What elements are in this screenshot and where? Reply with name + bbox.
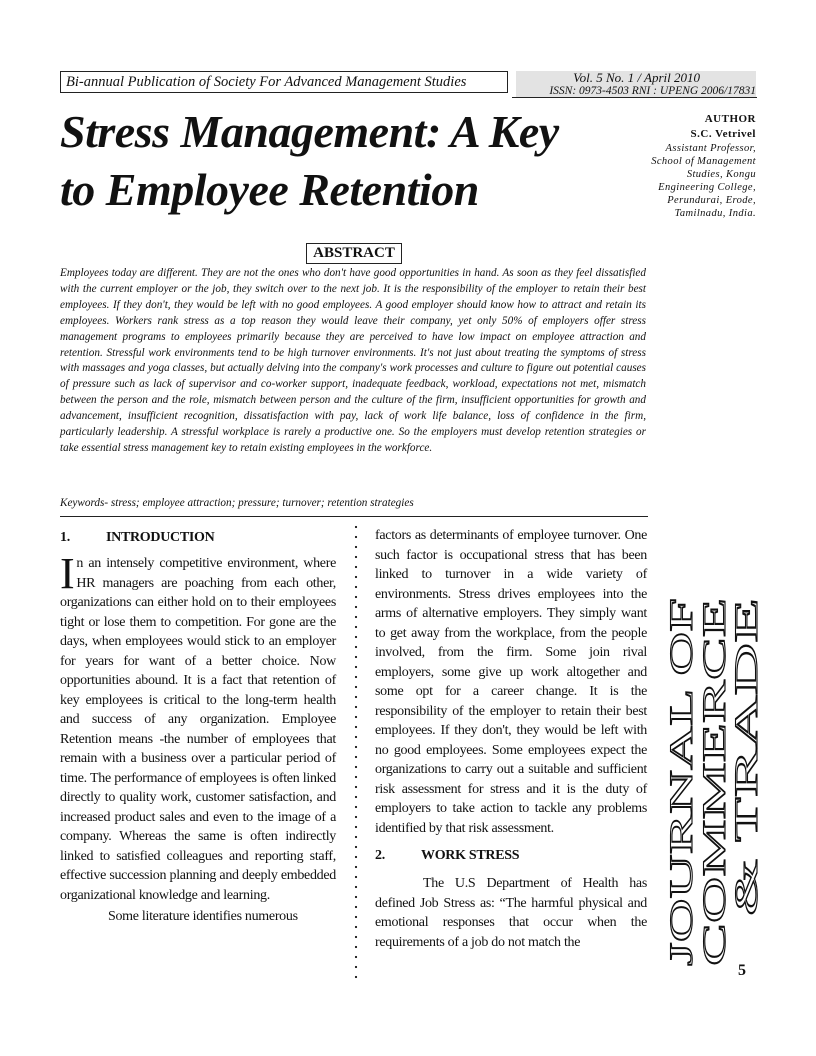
section-number: 1. (60, 530, 70, 545)
title-line-1: Stress Management: A Key (60, 106, 559, 157)
section-heading-introduction (60, 528, 336, 548)
journal-line-3: & TRADE (729, 772, 765, 916)
section-heading-work-stress (375, 846, 647, 866)
abstract-rule (60, 516, 648, 517)
issn-info: ISSN: 0973-4503 RNI : UPENG 2006/17831 (549, 85, 756, 97)
publication-banner (60, 71, 508, 93)
affiliation-line: Engineering College, (658, 182, 756, 193)
journal-line-2: COMMERCE (697, 777, 733, 966)
affiliation-line: Studies, Kongu (686, 169, 756, 180)
section-number: 2. (375, 848, 385, 863)
journal-logo (652, 586, 765, 966)
column-right (375, 526, 647, 952)
publication-text: Bi-annual Publication of Society For Advanced Management Studies (66, 74, 467, 90)
volume-info: Vol. 5 No. 1 / April 2010 (573, 70, 700, 85)
title-line-2: to Employee Retention (60, 164, 479, 215)
affiliation-line: Tamilnadu, India. (674, 208, 756, 219)
author-heading: AUTHOR (704, 113, 756, 125)
header-rule (512, 97, 757, 98)
affiliation-line: School of Management (651, 156, 756, 167)
second-paragraph-continued: factors as determinants of employee turnover. One such factor is occupational stress that has been linked to turnover in a wide variety of environments. Stress drives employees into the arms of alternative employers. They simply want to get away from the workplace, from the people involved, from the firm. Some join rival employers, some give up work altogether and some opt for a career change. It is the responsibility of the employer to retain their best employees. If they don't, they would be left with no good employees. Some employees expect the organizations to carry out a suitable and sufficient risk assessment for stress and it is the duty of employers to take action to tackle any problems identified by that risk assessment. (375, 528, 647, 836)
column-divider-dots (352, 522, 360, 984)
abstract-body: Employees today are different. They are not the ones who don't have good opportunities in hand. As soon as they feel dissatisfied with the current employer or the job, they switch over to the next job. It is the responsibility of the employer to retain their best employees. If they don't, they would be left with no good employees. A good employer should know how to attract and retain its employees. Workers rank stress as a top reason they would leave their company, yet only 50% of employers offer stress management programs to employees primarily because they are perceived to have low impact on employee attraction and retention. Stressful work environments tend to be high turnover environments. It's not just about treating the symptoms of stress with massages and yoga classes, but actually delving into the company's work processes and culture to figure out potential causes of pressure such as lack of supervisor and co-worker support, inadequate feedback, workload, expectations not met, mismatch between the person and the role, mismatch between person and the culture of the firm, insufficient opportunities for growth and advancement, insufficient recognition, dissatisfaction with pay, lack of work life balance, loss of confidence in the firm, particularly leadership. A stressful workplace is rarely a productive one. So the employers must develop retention strategies or take essential stress management key to retain existing employees in the workforce. (60, 267, 646, 454)
journal-line-1: JOURNAL OF (664, 766, 700, 966)
column-left (60, 528, 336, 927)
keywords: Keywords- stress; employee attraction; pressure; turnover; retention strategies (60, 497, 414, 509)
paper-title (60, 103, 620, 219)
work-stress-paragraph: The U.S Department of Health has defined Job Stress as: “The harmful physical and emotional responses that occur when the requirements of a job do not match the (375, 876, 647, 950)
author-name: S.C. Vetrivel (690, 128, 756, 140)
second-paragraph-start: Some literature identifies numerous (108, 909, 298, 924)
drop-cap: I (60, 549, 75, 598)
intro-paragraph (60, 549, 336, 905)
affiliation-line: Assistant Professor, (665, 143, 756, 154)
page-number: 5 (738, 962, 746, 979)
section-title: INTRODUCTION (106, 530, 215, 545)
section-title: WORK STRESS (421, 848, 520, 863)
abstract-heading: ABSTRACT (306, 243, 402, 264)
affiliation-line: Perundurai, Erode, (667, 195, 756, 206)
intro-paragraph-text: n an intensely competitive environment, where HR managers are poaching from each other, organizations can either hold on to their employees tight or lose them to competition. For gone are the days, when employees would stick to an employer for years for want of a better choice. Now opportunities abound. It is a fact that retention of key employees is critical to the long-term health and success of any organization. Employee Retention means -the number of employees that remain with a business over a particular period of time. The performance of employees is often linked directly to quality work, customer satisfaction, and increased product sales and even to the image of a company. Whereas the same is often indirectly linked to satisfied colleagues and reporting staff, effective succession planning and deeply embedded organizational knowledge and learning. (60, 556, 336, 903)
author-block (610, 112, 756, 220)
author-affiliation (610, 142, 756, 220)
